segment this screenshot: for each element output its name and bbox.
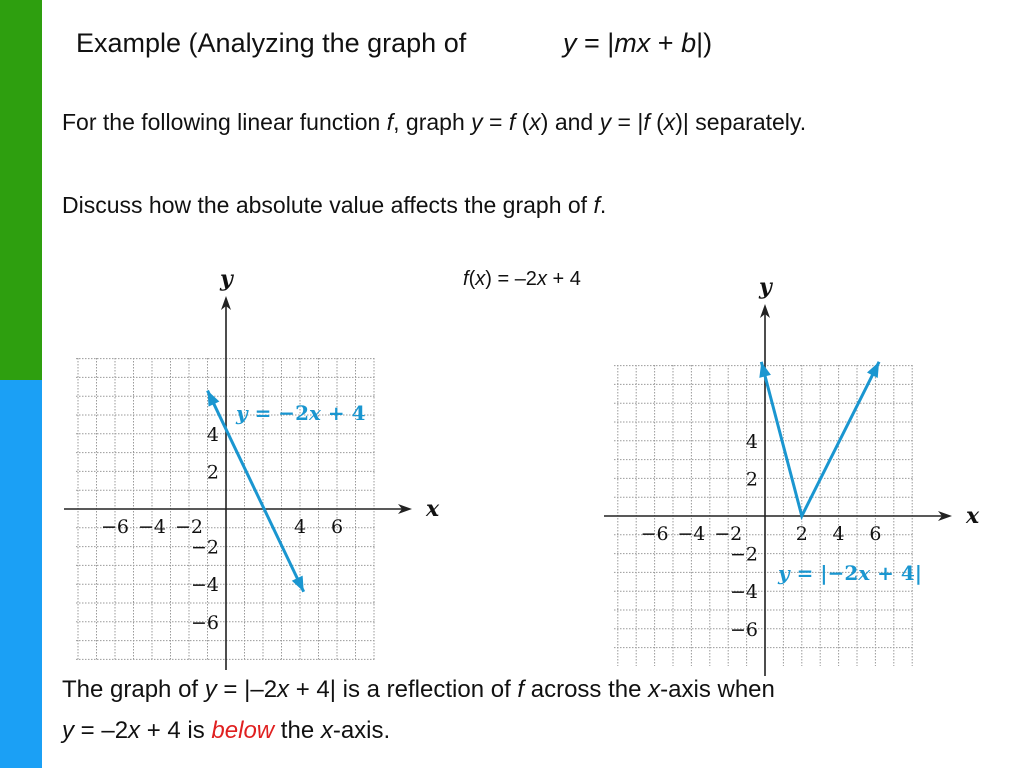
y-axis-arrow (221, 296, 231, 310)
x-tick-label: −4 (137, 516, 167, 538)
y-axis-label: y (220, 266, 233, 292)
instruction-line-2: Discuss how the absolute value affects the graph of f. (62, 192, 607, 218)
x-tick-label: −2 (174, 516, 204, 538)
x-tick-label: −2 (714, 523, 743, 545)
y-tick-label: −6 (190, 611, 219, 634)
slide-title: Example (Analyzing the graph of y = |mx + b|) (76, 28, 713, 58)
x-tick-label: −4 (677, 523, 706, 545)
y-axis-label: y (759, 274, 772, 300)
series-arrow-1 (208, 391, 220, 407)
y-tick-label: −4 (190, 574, 219, 597)
y-axis-arrow (760, 304, 770, 318)
y-tick-label: −6 (729, 618, 758, 641)
x-axis-arrow (398, 504, 412, 514)
series-label-2: y = |−2x + 4| (778, 561, 923, 585)
y-tick-label: 2 (206, 461, 219, 484)
y-tick-label: 4 (745, 430, 758, 453)
y-tick-label: 4 (206, 423, 219, 446)
chart-1-layer (64, 266, 440, 670)
function-definition: f(x) = –2x + 4 (463, 268, 581, 290)
x-axis-label: x (966, 503, 980, 529)
highlight-below: below (211, 717, 275, 744)
x-tick-label: 6 (330, 516, 344, 538)
title-equation: y = |mx + b|) (563, 28, 713, 58)
x-tick-label: 4 (832, 523, 845, 545)
accent-bar-bottom (0, 380, 42, 768)
x-axis-arrow (938, 511, 952, 521)
series-line-1 (761, 362, 879, 516)
y-tick-label: −2 (190, 536, 219, 559)
accent-bar-top (0, 0, 42, 380)
x-tick-label: 6 (869, 523, 882, 545)
series-arrow-2 (292, 576, 304, 592)
y-tick-label: −4 (729, 581, 758, 604)
x-tick-label: −6 (640, 523, 669, 545)
x-tick-label: −6 (100, 516, 130, 538)
chart-2-layer (604, 274, 980, 676)
caption-line-1: The graph of y = |–2x + 4| is a reflection of f across the x-axis when (62, 676, 775, 703)
y-tick-label: −2 (729, 543, 758, 566)
series-line-1 (208, 391, 307, 592)
caption-line-2: y = –2x + 4 is below the x-axis. (62, 717, 391, 744)
x-axis-label: x (426, 496, 440, 522)
series-label-1: y = −2x + 4 (236, 401, 366, 425)
x-tick-label: 4 (293, 516, 307, 538)
y-tick-label: 2 (745, 468, 758, 491)
series-arrow-2 (867, 362, 879, 378)
x-tick-label: 2 (795, 523, 808, 545)
instruction-line-1: For the following linear function f, graph y = f (x) and y = |f (x)| separately. (62, 109, 807, 135)
series-arrow-1 (759, 362, 771, 378)
